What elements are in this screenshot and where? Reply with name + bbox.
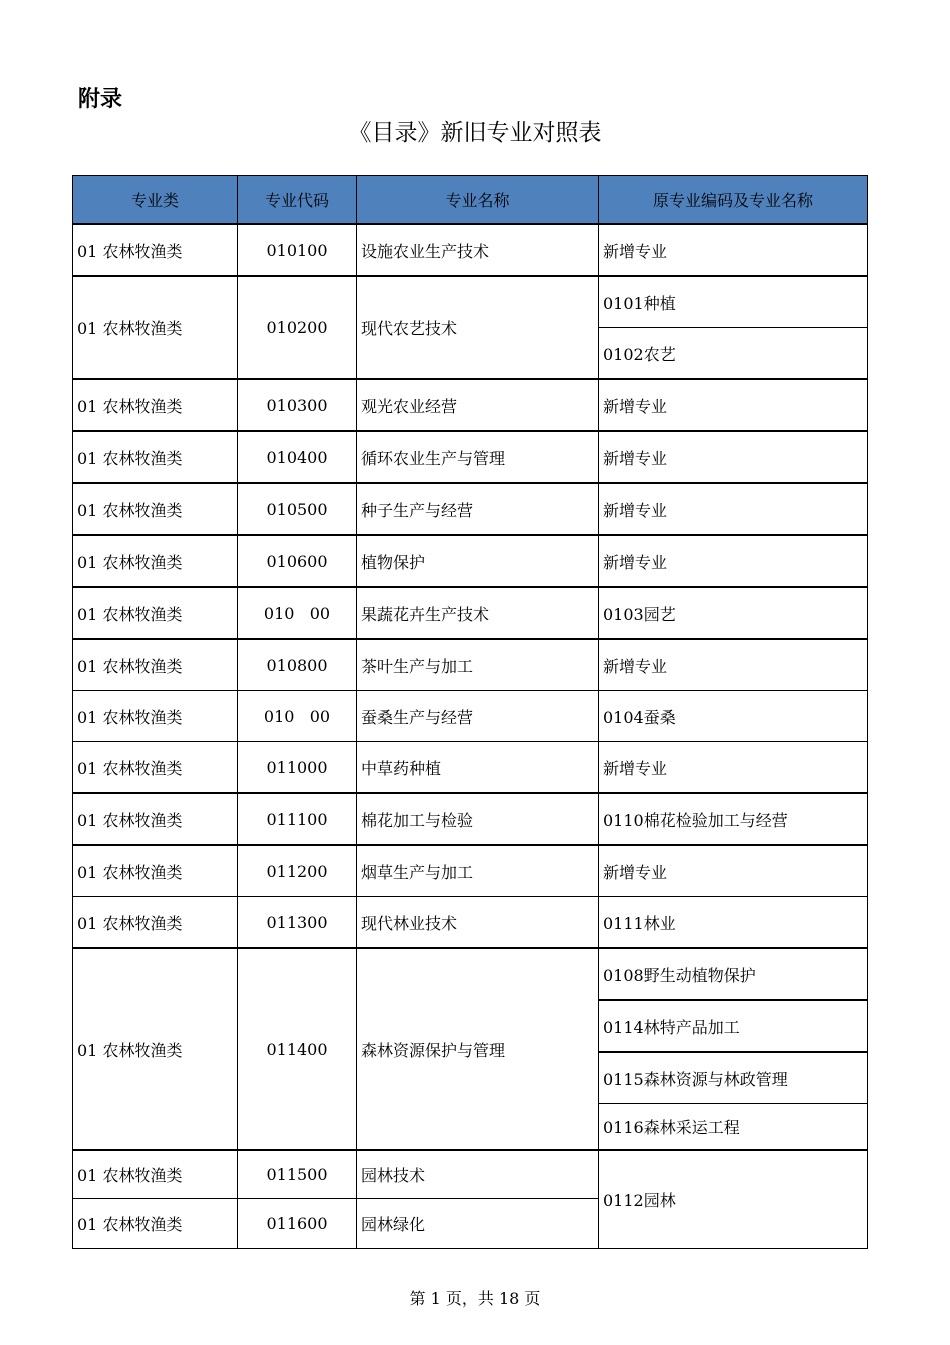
header-code: 专业代码 (238, 176, 357, 225)
category-cell: 01 农林牧渔类 (73, 691, 238, 742)
code-cell: 010 00 (238, 691, 357, 742)
original-cell: 0101种植 (599, 276, 868, 328)
original-cell: 新增专业 (599, 639, 868, 691)
name-cell: 种子生产与经营 (357, 483, 599, 535)
table-row (73, 224, 868, 276)
table-row (73, 845, 868, 897)
name-cell: 观光农业经营 (357, 379, 599, 431)
table-row (73, 948, 868, 1000)
table-row (73, 897, 868, 949)
code-cell: 010500 (238, 483, 357, 535)
table-header-row (73, 176, 868, 225)
name-cell: 棉花加工与检验 (357, 793, 599, 845)
code-cell: 010100 (238, 224, 357, 276)
name-cell: 植物保护 (357, 535, 599, 587)
name-cell: 现代农艺技术 (357, 276, 599, 379)
name-cell: 中草药种植 (357, 742, 599, 794)
name-cell: 设施农业生产技术 (357, 224, 599, 276)
code-cell: 011400 (238, 948, 357, 1150)
code-cell: 011300 (238, 897, 357, 949)
original-cell: 0108野生动植物保护 (599, 948, 868, 1000)
code-cell: 011200 (238, 845, 357, 897)
name-cell: 蚕桑生产与经营 (357, 691, 599, 742)
category-cell: 01 农林牧渔类 (73, 587, 238, 639)
table-row (73, 1150, 868, 1199)
original-cell: 新增专业 (599, 224, 868, 276)
code-cell: 011100 (238, 793, 357, 845)
table-row (73, 431, 868, 483)
category-cell: 01 农林牧渔类 (73, 431, 238, 483)
code-cell: 010 00 (238, 587, 357, 639)
header-name: 专业名称 (357, 176, 599, 225)
original-cell: 0114林特产品加工 (599, 1000, 868, 1052)
category-cell: 01 农林牧渔类 (73, 224, 238, 276)
original-cell: 0111林业 (599, 897, 868, 949)
table-row (73, 587, 868, 639)
code-cell: 011000 (238, 742, 357, 794)
code-cell: 010400 (238, 431, 357, 483)
code-cell: 010800 (238, 639, 357, 691)
table-row (73, 691, 868, 742)
original-cell: 0104蚕桑 (599, 691, 868, 742)
original-cell: 新增专业 (599, 431, 868, 483)
code-cell: 010300 (238, 379, 357, 431)
category-cell: 01 农林牧渔类 (73, 1150, 238, 1199)
name-cell: 烟草生产与加工 (357, 845, 599, 897)
name-cell: 现代林业技术 (357, 897, 599, 949)
code-cell: 011500 (238, 1150, 357, 1199)
original-cell: 新增专业 (599, 535, 868, 587)
original-cell: 0116森林采运工程 (599, 1104, 868, 1151)
original-cell: 0103园艺 (599, 587, 868, 639)
category-cell: 01 农林牧渔类 (73, 742, 238, 794)
original-cell: 新增专业 (599, 742, 868, 794)
table-row (73, 379, 868, 431)
name-cell: 森林资源保护与管理 (357, 948, 599, 1150)
name-cell: 茶叶生产与加工 (357, 639, 599, 691)
page-title: 《目录》新旧专业对照表 (348, 120, 602, 146)
original-cell: 新增专业 (599, 483, 868, 535)
original-cell: 0112园林 (599, 1150, 868, 1249)
header-category: 专业类 (73, 176, 238, 225)
category-cell: 01 农林牧渔类 (73, 276, 238, 379)
category-cell: 01 农林牧渔类 (73, 483, 238, 535)
category-cell: 01 农林牧渔类 (73, 845, 238, 897)
comparison-table (72, 175, 868, 1249)
appendix-label: 附录 (78, 87, 123, 112)
header-original: 原专业编码及专业名称 (599, 176, 868, 225)
name-cell: 园林技术 (357, 1150, 599, 1199)
code-cell: 011600 (238, 1199, 357, 1249)
original-cell: 新增专业 (599, 379, 868, 431)
category-cell: 01 农林牧渔类 (73, 793, 238, 845)
code-cell: 010600 (238, 535, 357, 587)
table-row (73, 535, 868, 587)
category-cell: 01 农林牧渔类 (73, 639, 238, 691)
table-row (73, 276, 868, 328)
table-row (73, 483, 868, 535)
original-cell: 0110棉花检验加工与经营 (599, 793, 868, 845)
page-footer: 第 1 页，共 18 页 (409, 1289, 541, 1308)
table-row (73, 793, 868, 845)
category-cell: 01 农林牧渔类 (73, 1199, 238, 1249)
code-cell: 010200 (238, 276, 357, 379)
category-cell: 01 农林牧渔类 (73, 535, 238, 587)
table-row (73, 639, 868, 691)
original-cell: 0115森林资源与林政管理 (599, 1052, 868, 1104)
table-row (73, 742, 868, 794)
name-cell: 循环农业生产与管理 (357, 431, 599, 483)
name-cell: 园林绿化 (357, 1199, 599, 1249)
original-cell: 新增专业 (599, 845, 868, 897)
category-cell: 01 农林牧渔类 (73, 948, 238, 1150)
category-cell: 01 农林牧渔类 (73, 379, 238, 431)
name-cell: 果蔬花卉生产技术 (357, 587, 599, 639)
original-cell: 0102农艺 (599, 328, 868, 380)
category-cell: 01 农林牧渔类 (73, 897, 238, 949)
